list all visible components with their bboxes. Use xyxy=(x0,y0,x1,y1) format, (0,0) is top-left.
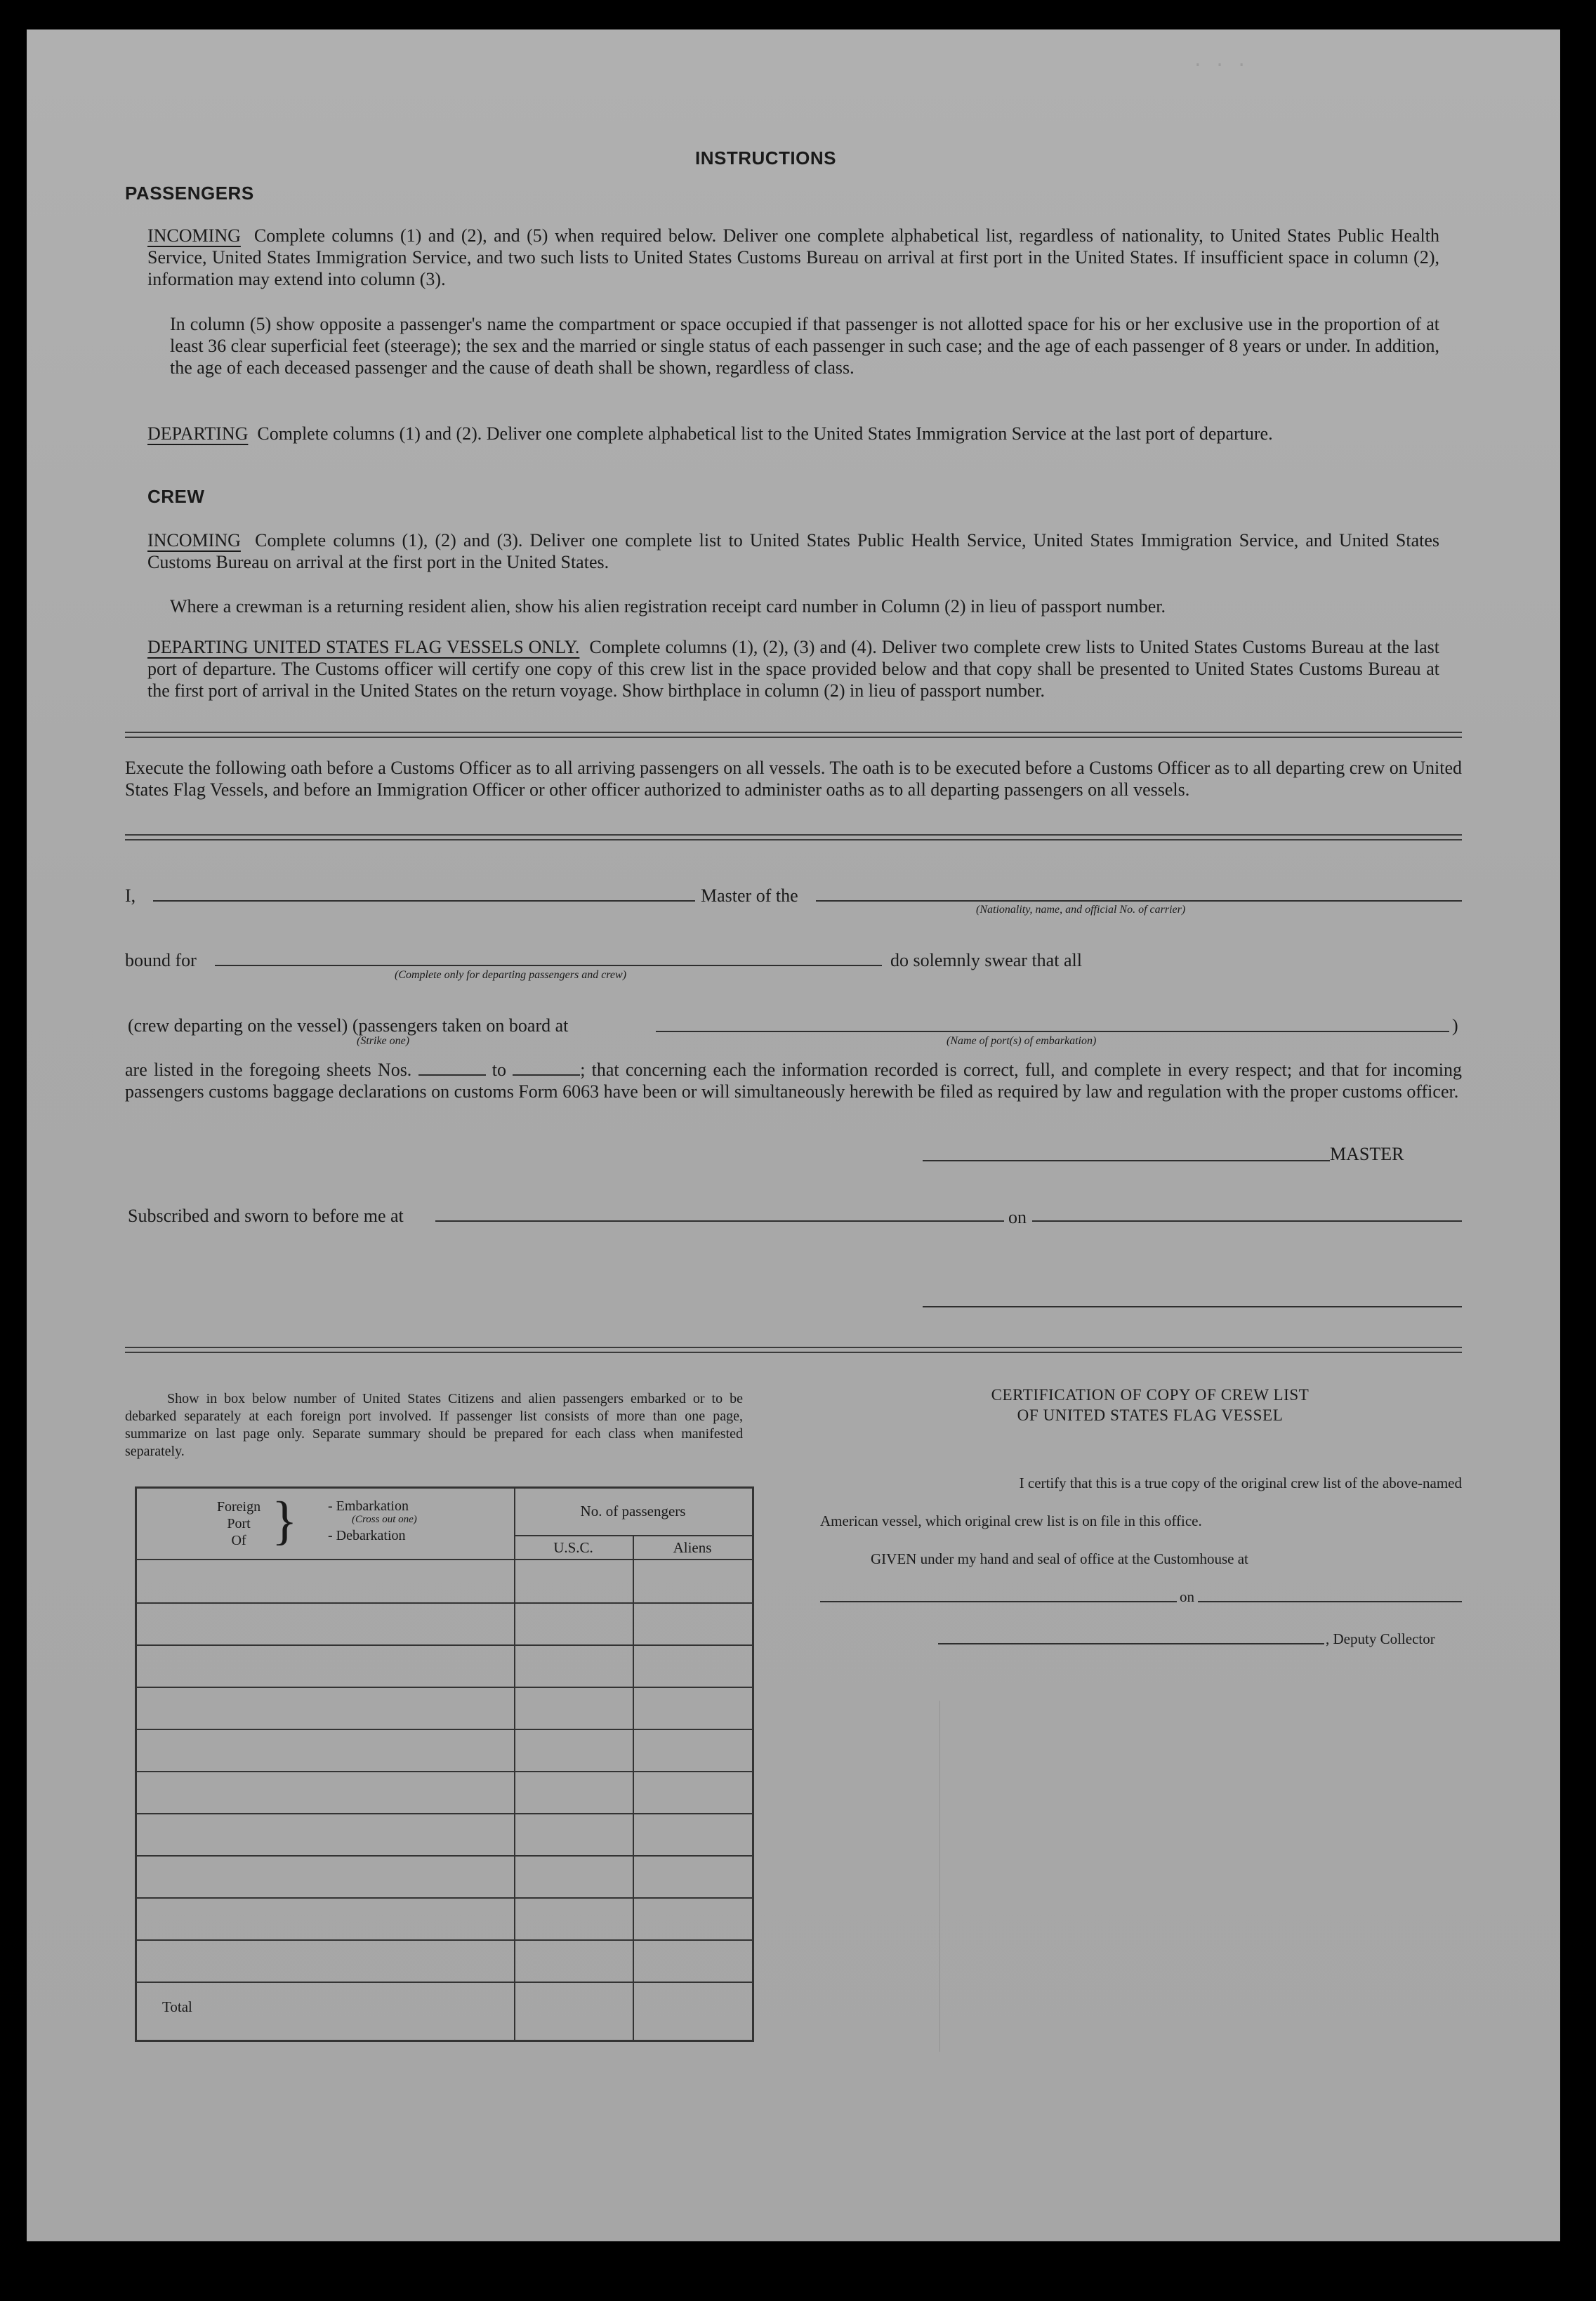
certification-title: CERTIFICATION OF COPY OF CREW LIST OF UNITED STATES FLAG VESSEL xyxy=(991,1386,1310,1424)
close-paren: ) xyxy=(1452,1015,1458,1036)
total-label: Total xyxy=(162,1998,192,2015)
crew-departing-label: (crew departing on the vessel) (passengers taken on board at xyxy=(128,1015,569,1036)
bound-for-label: bound for xyxy=(125,950,197,970)
lower-divider xyxy=(125,1347,1462,1353)
carrier-caption: (Nationality, name, and official No. of carrier) xyxy=(976,904,1186,916)
summary-note: Show in box below number of United States Citizens and alien passengers embarked or to be debarked separately at each foreign port involved. If passenger list consists of more than one page, summarize on last page only. Separate summary should be prepared for each class when manifested separately. xyxy=(125,1391,743,1459)
listed-paragraph xyxy=(125,1059,1462,1102)
listed-rest: ; that concerning each the information recorded is correct, full, and complete in every respect; and that for incoming passengers customs baggage declarations on customs Form 6063 have been or will simultaneously herewith be filed as required by law and regulation with the proper customs officer. xyxy=(125,1060,1463,1102)
cert-date-field[interactable] xyxy=(1198,1601,1462,1602)
show-through-line xyxy=(939,1701,941,2052)
brace: } xyxy=(272,1491,298,1550)
sworn-on-label: on xyxy=(1008,1207,1027,1227)
oath-i-label: I, xyxy=(125,885,136,906)
master-name-field[interactable] xyxy=(153,900,695,902)
passengers-departing-text: Complete columns (1) and (2). Deliver one complete alphabetical list to the United States Immigration Service at the last port of departure. xyxy=(257,423,1273,444)
crew-resident-paragraph: Where a crewman is a returning resident alien, show his alien registration receipt card number in Column (2) in lieu of passport number. xyxy=(170,596,1166,617)
sworn-place-field[interactable] xyxy=(435,1220,1004,1222)
embarkation-caption: (Name of port(s) of embarkation) xyxy=(947,1035,1097,1047)
crew-incoming-text: Complete columns (1), (2) and (3). Deliver one complete list to United States Public Health Service, United States Immigration Service, and United States Customs Bureau on arrival at the first port in the United States. xyxy=(147,530,1439,572)
customhouse-field[interactable] xyxy=(820,1601,1177,1602)
cert-on-label: on xyxy=(1180,1588,1194,1605)
oath-divider xyxy=(125,834,1462,840)
column5-paragraph: In column (5) show opposite a passenger's name the compartment or space occupied if that passenger is not allotted space for his or her exclusive use in the proportion of at least 36 clear superficial feet (steerage); the sex and the married or single status of each passenger in such case; and the age of each passenger of 8 years or under. In addition, the age of each deceased passenger and the cause of death shall be shown, regardless of class. xyxy=(170,314,1439,378)
officer-signature-field[interactable] xyxy=(923,1306,1462,1307)
document-page xyxy=(27,29,1560,2241)
embarkation-label: - Embarkation xyxy=(328,1498,409,1514)
debarkation-label: - Debarkation xyxy=(328,1528,406,1543)
subscribed-label: Subscribed and sworn to before me at xyxy=(128,1206,404,1226)
bound-for-caption: (Complete only for departing passengers and crew) xyxy=(395,969,627,981)
strike-caption: (Strike one) xyxy=(357,1035,410,1047)
aliens-header: Aliens xyxy=(673,1539,712,1556)
page-title: INSTRUCTIONS xyxy=(695,147,836,169)
bound-for-field[interactable] xyxy=(215,965,882,966)
oath-intro: Execute the following oath before a Customs Officer as to all arriving passengers on all vessels. The oath is to be executed before a Customs Officer as to all departing crew on United States Flag Vessels, and before an Immigration Officer or other officer authorized to administer oaths as to all departing passengers on all vessels. xyxy=(125,758,1462,800)
crew-departing-label: DEPARTING UNITED STATES FLAG VESSELS ONLY. xyxy=(147,637,580,657)
passengers-departing-paragraph xyxy=(147,423,1439,444)
deputy-signature-field[interactable] xyxy=(938,1643,1324,1644)
sheet-to-field[interactable] xyxy=(513,1074,580,1076)
given-line: GIVEN under my hand and seal of office at the Customhouse at xyxy=(871,1550,1248,1567)
listed-label: are listed in the foregoing sheets Nos. xyxy=(125,1060,412,1080)
certify-line-1: I certify that this is a true copy of the original crew list of the above-named xyxy=(1019,1475,1462,1491)
master-of-label: Master of the xyxy=(701,885,798,906)
certify-line-2: American vessel, which original crew list is on file in this office. xyxy=(820,1512,1202,1529)
crew-departing-paragraph xyxy=(147,636,1439,701)
carrier-field[interactable] xyxy=(816,900,1462,902)
sheet-from-field[interactable] xyxy=(418,1074,486,1076)
foreign-port-of-label: Foreign Port Of xyxy=(216,1499,261,1548)
sworn-date-field[interactable] xyxy=(1032,1220,1462,1222)
swear-label: do solemnly swear that all xyxy=(890,950,1082,970)
passengers-heading: PASSENGERS xyxy=(125,183,254,204)
deputy-collector-label: , Deputy Collector xyxy=(1326,1630,1435,1647)
passengers-incoming-label: INCOMING xyxy=(147,225,241,246)
passengers-incoming-paragraph xyxy=(147,225,1439,290)
master-signature-field[interactable] xyxy=(923,1160,1330,1161)
show-through-text: . . . xyxy=(1192,51,1248,72)
passenger-summary-table xyxy=(135,1486,754,2042)
passengers-departing-label: DEPARTING xyxy=(147,423,249,444)
passengers-incoming-text: Complete columns (1) and (2), and (5) when required below. Deliver one complete alphabetical list, regardless of nationality, to United States Public Health Service, United States Immigration Service, and two such lists to United States Customs Bureau on arrival at first port in the United States. If insufficient space in column (2), information may extend into column (3). xyxy=(147,225,1440,289)
crew-departing-text: Complete columns (1), (2), (3) and (4). Deliver two complete crew lists to United States Customs Bureau at the last port of departure. The Customs officer will certify one copy of this crew list in the space provided below and that copy shall be presented to United States Customs Bureau at the first port of arrival in the United States on the return voyage. Show birthplace in column (2) in lieu of passport number. xyxy=(147,637,1440,701)
usc-header: U.S.C. xyxy=(553,1539,593,1556)
master-label: MASTER xyxy=(1330,1144,1404,1164)
crew-heading: CREW xyxy=(147,486,205,507)
to-label: to xyxy=(492,1060,506,1080)
section-divider xyxy=(125,732,1462,738)
embarkation-port-field[interactable] xyxy=(656,1031,1449,1032)
cross-out-caption: (Cross out one) xyxy=(352,1514,417,1525)
crew-incoming-label: INCOMING xyxy=(147,530,241,550)
crew-incoming-paragraph xyxy=(147,529,1439,573)
no-of-passengers-header: No. of passengers xyxy=(580,1503,686,1519)
